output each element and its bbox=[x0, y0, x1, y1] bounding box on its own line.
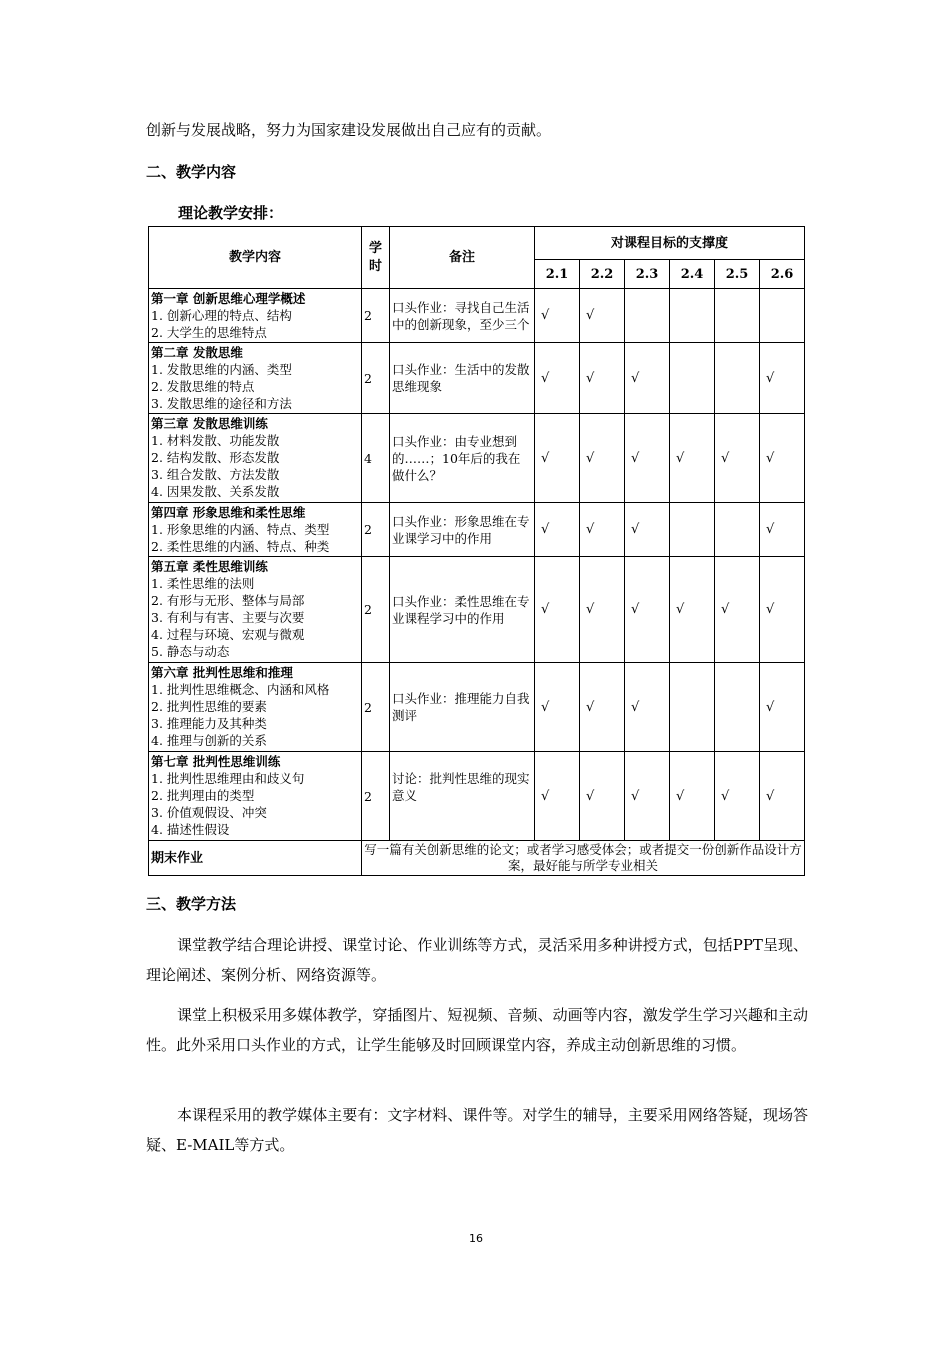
check-cell: √ bbox=[535, 663, 580, 752]
table-row bbox=[149, 503, 805, 557]
chapter-content bbox=[149, 557, 362, 663]
check-cell bbox=[715, 289, 760, 343]
hours-cell: 2 bbox=[362, 503, 390, 557]
note-cell: 口头作业：柔性思维在专业课程学习中的作用 bbox=[390, 557, 535, 663]
check-cell: √ bbox=[625, 557, 670, 663]
check-cell: √ bbox=[760, 503, 805, 557]
final-assignment-label: 期末作业 bbox=[149, 841, 362, 876]
check-cell: √ bbox=[625, 503, 670, 557]
check-cell bbox=[715, 663, 760, 752]
check-cell bbox=[715, 343, 760, 414]
chapter-item: 1. 批判性思维理由和歧义句 bbox=[151, 771, 305, 786]
check-cell: √ bbox=[625, 414, 670, 503]
chapter-item: 1. 形象思维的内涵、特点、类型 bbox=[151, 522, 330, 537]
chapter-item: 1. 发散思维的内涵、类型 bbox=[151, 362, 292, 377]
check-cell: √ bbox=[580, 752, 625, 841]
table-row bbox=[149, 557, 805, 663]
check-cell: √ bbox=[535, 503, 580, 557]
chapter-item: 2. 批判理由的类型 bbox=[151, 788, 255, 803]
check-cell bbox=[670, 343, 715, 414]
paragraph: 本课程采用的教学媒体主要有：文字材料、课件等。对学生的辅导，主要采用网络答疑，现场答疑、E-MAIL等方式。 bbox=[146, 1106, 808, 1154]
chapter-content bbox=[149, 663, 362, 752]
chapter-item: 1. 材料发散、功能发散 bbox=[151, 433, 280, 448]
check-cell: √ bbox=[715, 557, 760, 663]
check-cell bbox=[760, 289, 805, 343]
hours-cell: 2 bbox=[362, 343, 390, 414]
chapter-title: 第七章 批判性思维训练 bbox=[151, 754, 281, 769]
check-cell: √ bbox=[625, 343, 670, 414]
section-heading-teaching-methods: 三、教学方法 bbox=[146, 895, 237, 913]
check-cell: √ bbox=[625, 752, 670, 841]
hours-cell: 4 bbox=[362, 414, 390, 503]
section-heading-teaching-content: 二、教学内容 bbox=[146, 163, 237, 181]
table-row bbox=[149, 343, 805, 414]
teaching-schedule-table bbox=[148, 226, 805, 876]
note-cell: 口头作业：生活中的发散思维现象 bbox=[390, 343, 535, 414]
hours-cell: 2 bbox=[362, 663, 390, 752]
check-cell: √ bbox=[760, 752, 805, 841]
check-cell: √ bbox=[580, 289, 625, 343]
final-assignment-text: 写一篇有关创新思维的论文；或者学习感受体会；或者提交一份创新作品设计方案，最好能与所学专业相关 bbox=[362, 841, 805, 876]
note-cell: 口头作业：由专业想到的……；10年后的我在做什么？ bbox=[390, 414, 535, 503]
goal-header: 2.4 bbox=[670, 260, 715, 289]
chapter-item: 4. 描述性假设 bbox=[151, 822, 230, 837]
note-cell: 口头作业：推理能力自我测评 bbox=[390, 663, 535, 752]
chapter-item: 1. 创新心理的特点、结构 bbox=[151, 308, 292, 323]
check-cell: √ bbox=[670, 557, 715, 663]
check-cell: √ bbox=[580, 343, 625, 414]
chapter-content bbox=[149, 343, 362, 414]
header-hours-text: 学时 bbox=[368, 240, 382, 274]
chapter-item: 4. 因果发散、关系发散 bbox=[151, 484, 280, 499]
goal-header: 2.5 bbox=[715, 260, 760, 289]
check-cell: √ bbox=[625, 663, 670, 752]
chapter-title: 第五章 柔性思维训练 bbox=[151, 559, 268, 574]
final-assignment-row bbox=[149, 841, 805, 876]
check-cell: √ bbox=[715, 414, 760, 503]
header-support: 对课程目标的支撑度 bbox=[535, 227, 805, 260]
check-cell: √ bbox=[535, 343, 580, 414]
theory-schedule-subheading: 理论教学安排： bbox=[178, 204, 284, 222]
table-row bbox=[149, 289, 805, 343]
chapter-content bbox=[149, 503, 362, 557]
check-cell bbox=[625, 289, 670, 343]
goal-header: 2.1 bbox=[535, 260, 580, 289]
chapter-item: 3. 发散思维的途径和方法 bbox=[151, 396, 292, 411]
check-cell: √ bbox=[760, 414, 805, 503]
chapter-item: 2. 结构发散、形态发散 bbox=[151, 450, 280, 465]
check-cell bbox=[715, 503, 760, 557]
check-cell: √ bbox=[535, 289, 580, 343]
chapter-item: 4. 推理与创新的关系 bbox=[151, 733, 267, 748]
check-cell: √ bbox=[535, 557, 580, 663]
chapter-item: 2. 柔性思维的内涵、特点、种类 bbox=[151, 539, 330, 554]
goal-header: 2.2 bbox=[580, 260, 625, 289]
note-cell: 讨论：批判性思维的现实意义 bbox=[390, 752, 535, 841]
paragraph: 课堂教学结合理论讲授、课堂讨论、作业训练等方式，灵活采用多种讲授方式，包括PPT呈现、理论阐述、案例分析、网络资源等。 bbox=[146, 936, 808, 984]
chapter-item: 3. 推理能力及其种类 bbox=[151, 716, 267, 731]
table-row bbox=[149, 663, 805, 752]
chapter-content bbox=[149, 414, 362, 503]
chapter-content bbox=[149, 752, 362, 841]
hours-cell: 2 bbox=[362, 289, 390, 343]
chapter-title: 第二章 发散思维 bbox=[151, 345, 243, 360]
table-row bbox=[149, 752, 805, 841]
table-row bbox=[149, 414, 805, 503]
check-cell: √ bbox=[580, 557, 625, 663]
header-hours bbox=[362, 227, 390, 289]
chapter-item: 4. 过程与环境、宏观与微观 bbox=[151, 627, 305, 642]
check-cell: √ bbox=[535, 414, 580, 503]
chapter-item: 1. 批判性思维概念、内涵和风格 bbox=[151, 682, 330, 697]
intro-text: 创新与发展战略，努力为国家建设发展做出自己应有的贡献。 bbox=[146, 121, 552, 139]
paragraph: 课堂上积极采用多媒体教学，穿插图片、短视频、音频、动画等内容，激发学生学习兴趣和主动性。此外采用口头作业的方式，让学生能够及时回顾课堂内容，养成主动创新思维的习惯。 bbox=[146, 1006, 808, 1054]
goal-header: 2.6 bbox=[760, 260, 805, 289]
chapter-item: 2. 有形与无形、整体与局部 bbox=[151, 593, 305, 608]
chapter-item: 3. 价值观假设、冲突 bbox=[151, 805, 267, 820]
chapter-item: 2. 发散思维的特点 bbox=[151, 379, 255, 394]
chapter-item: 2. 大学生的思维特点 bbox=[151, 325, 267, 340]
chapter-title: 第六章 批判性思维和推理 bbox=[151, 665, 293, 680]
chapter-content bbox=[149, 289, 362, 343]
check-cell: √ bbox=[760, 557, 805, 663]
header-content: 教学内容 bbox=[149, 227, 362, 289]
note-cell: 口头作业：形象思维在专业课学习中的作用 bbox=[390, 503, 535, 557]
check-cell: √ bbox=[715, 752, 760, 841]
chapter-item: 5. 静态与动态 bbox=[151, 644, 230, 659]
hours-cell: 2 bbox=[362, 752, 390, 841]
chapter-item: 3. 组合发散、方法发散 bbox=[151, 467, 280, 482]
check-cell: √ bbox=[580, 663, 625, 752]
chapter-title: 第四章 形象思维和柔性思维 bbox=[151, 505, 306, 520]
goal-header: 2.3 bbox=[625, 260, 670, 289]
chapter-title: 第三章 发散思维训练 bbox=[151, 416, 268, 431]
chapter-item: 3. 有利与有害、主要与次要 bbox=[151, 610, 305, 625]
check-cell: √ bbox=[580, 503, 625, 557]
check-cell bbox=[670, 289, 715, 343]
page-number: 16 bbox=[469, 1232, 483, 1245]
note-cell: 口头作业：寻找自己生活中的创新现象，至少三个 bbox=[390, 289, 535, 343]
header-note: 备注 bbox=[390, 227, 535, 289]
chapter-item: 1. 柔性思维的法则 bbox=[151, 576, 255, 591]
chapter-item: 2. 批判性思维的要素 bbox=[151, 699, 267, 714]
check-cell bbox=[670, 503, 715, 557]
check-cell: √ bbox=[670, 414, 715, 503]
check-cell bbox=[670, 663, 715, 752]
check-cell: √ bbox=[760, 343, 805, 414]
check-cell: √ bbox=[760, 663, 805, 752]
check-cell: √ bbox=[670, 752, 715, 841]
chapter-title: 第一章 创新思维心理学概述 bbox=[151, 291, 306, 306]
check-cell: √ bbox=[535, 752, 580, 841]
hours-cell: 2 bbox=[362, 557, 390, 663]
check-cell: √ bbox=[580, 414, 625, 503]
